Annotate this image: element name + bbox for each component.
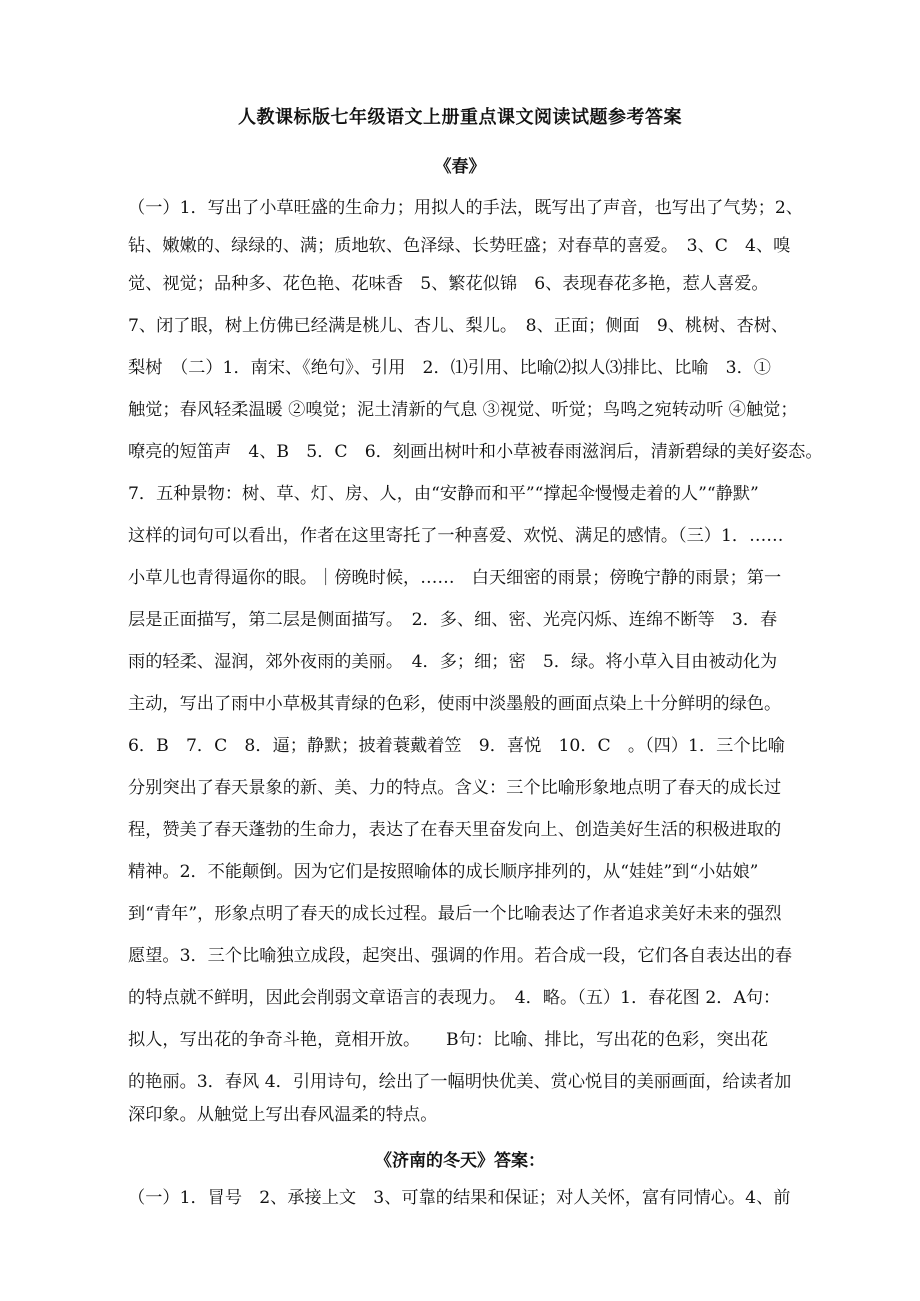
text-line: 层是正面描写，第二层是侧面描写。 2．多、细、密、光亮闪烁、连绵不断等 3．春 (128, 610, 778, 630)
text-line: 7、闭了眼，树上仿佛已经满是桃儿、杏儿、梨儿。 8、正面；侧面 9、桃树、杏树、 (128, 316, 789, 336)
text-line: 愿望。3．三个比喻独立成段，起突出、强调的作用。若合成一段，它们各自表达出的春 (128, 946, 793, 966)
text-line: 到“青年”，形象点明了春天的成长过程。最后一个比喻表达了作者追求美好未来的强烈 (128, 904, 782, 924)
text-line: 觉、视觉；品种多、花色艳、花味香 5、繁花似锦 6、表现春花多艳，惹人喜爱。 (128, 274, 769, 294)
text-line: 触觉；春风轻柔温暖 ②嗅觉；泥土清新的气息 ③视觉、听觉；鸟鸣之宛转动听 ④触觉； (128, 400, 798, 420)
text-line: 精神。2．不能颠倒。因为它们是按照喻体的成长顺序排列的，从“娃娃”到“小姑娘” (128, 862, 759, 882)
text-line: 程，赞美了春天蓬勃的生命力，表达了在春天里奋发向上、创造美好生活的积极进取的 (128, 820, 782, 840)
text-line: 分别突出了春天景象的新、美、力的特点。含义：三个比喻形象地点明了春天的成长过 (128, 778, 782, 798)
text-line: 这样的词句可以看出，作者在这里寄托了一种喜爱、欢悦、满足的感情。（三）1．…… (128, 526, 784, 546)
text-line: 的特点就不鲜明，因此会削弱文章语言的表现力。 4．略。（五）1．春花图 2．A句： (128, 988, 781, 1008)
section-heading-jinan-winter: 《济南的冬天》答案： (375, 1151, 545, 1171)
text-line: 钻、嫩嫩的、绿绿的、满；质地软、色泽绿、长势旺盛；对春草的喜爱。 3、C 4、嗅 (128, 236, 791, 256)
text-line: 的艳丽。3．春风 4．引用诗句，绘出了一幅明快优美、赏心悦目的美丽画面，给读者加 (128, 1072, 792, 1092)
text-line: 梨树 （二）1．南宋、《绝句》、引用 2．⑴引用、比喻⑵拟人⑶排比、比喻 3．① (128, 358, 771, 378)
text-line: 拟人，写出花的争奇斗艳，竟相开放。 B句：比喻、排比，写出花的色彩，突出花 (128, 1030, 768, 1050)
text-line: 雨的轻柔、湿润，郊外夜雨的美丽。 4．多；细；密 5．绿。将小草入目由被动化为 (128, 652, 778, 672)
section-heading-spring: 《春》 (434, 157, 486, 177)
page-title: 人教课标版七年级语文上册重点课文阅读试题参考答案 (238, 107, 682, 128)
text-line: 小草儿也青得逼你的眼。｜傍晚时候，…… 白天细密的雨景；傍晚宁静的雨景；第一 (128, 568, 782, 588)
text-line: 7．五种景物：树、草、灯、房、人，由“安静而和平”“撑起伞慢慢走着的人”“静默” (128, 484, 759, 504)
text-line: 6．B 7．C 8．逼；静默；披着蓑戴着笠 9．喜悦 10．C 。（四）1．三个比喻 (128, 736, 785, 756)
text-line: （一）1．冒号 2、承接上文 3、可靠的结果和保证；对人关怀，富有同情心。4、前 (128, 1188, 791, 1208)
text-line: 嘹亮的短笛声 4、B 5．C 6．刻画出树叶和小草被春雨滋润后，清新碧绿的美好姿态。 (128, 442, 823, 462)
text-line: 深印象。从触觉上写出春风温柔的特点。 (128, 1105, 438, 1125)
text-line: 主动，写出了雨中小草极其青绿的色彩，使雨中淡墨般的画面点染上十分鲜明的绿色。 (128, 694, 782, 714)
text-line: （一）1．写出了小草旺盛的生命力；用拟人的手法，既写出了声音，也写出了气势；2、 (128, 198, 803, 218)
